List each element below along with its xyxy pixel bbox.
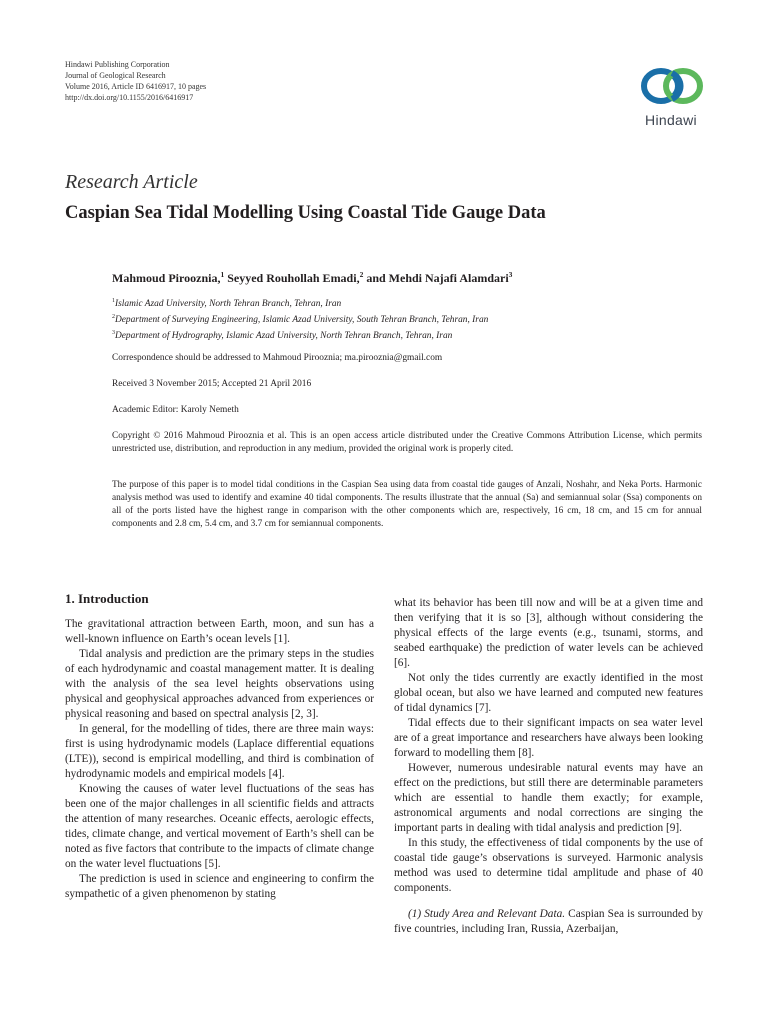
subsection-text: Caspian Sea is surrounded by five countries, including Iran, Russia, Azerbaijan,	[394, 908, 703, 935]
right-column	[394, 596, 703, 937]
subsection-heading: (1) Study Area and Relevant Data.	[408, 908, 566, 920]
hindawi-wordmark: Hindawi	[645, 112, 697, 128]
author-name: Mahmoud Pirooznia,	[112, 271, 221, 285]
paragraph: what its behavior has been till now and will be at a given time and then verifying that it is so [3], although without considering the physical effects of the large events (e.g., tsunami, storms, and seabed earthquake) the prediction of water levels can be achieved [6].	[394, 597, 703, 669]
affiliation-3	[112, 330, 452, 341]
affiliation-text: Department of Surveying Engineering, Islamic Azad University, South Tehran Branch, Tehran, Iran	[115, 315, 489, 326]
affiliation-sup: 3	[112, 330, 115, 336]
affiliation-2	[112, 314, 488, 325]
publisher-name: Hindawi Publishing Corporation	[65, 60, 170, 69]
paragraph: In this study, the effectiveness of tidal components by the use of coastal tide gauge’s observations is surveyed. Harmonic analysis method was used to determine tidal amplitude and phase of 40 components.	[394, 837, 703, 894]
article-title: Caspian Sea Tidal Modelling Using Coastal Tide Gauge Data	[65, 203, 546, 223]
author-sup: 1	[220, 270, 225, 279]
affiliation-sup: 2	[112, 314, 115, 320]
correspondence: Correspondence should be addressed to Mahmoud Pirooznia; ma.pirooznia@gmail.com	[112, 353, 443, 363]
author-sup: 3	[508, 270, 513, 279]
author-name: and Mehdi Najafi Alamdari	[363, 271, 509, 285]
paragraph: Not only the tides currently are exactly identified in the most global ocean, but also we have learned and computed new features of tidal dynamics [7].	[394, 672, 703, 714]
abstract: The purpose of this paper is to model tidal conditions in the Caspian Sea using data from coastal tide gauges of Anzali, Noshahr, and Neka Ports. Harmonic analysis method was used to identify and examine 40 tidal components. The results illustrate that the annual (Sa) and semiannual solar (Ssa) components on all of the ports listed have the highest range in comparison with the other components which are, respectively, 16 cm, 18 cm, and 15 cm for annual components and 2.8 cm, 5.4 cm, and 3.7 cm for semiannual components.	[112, 480, 702, 529]
author-list	[112, 270, 512, 286]
journal-header	[65, 59, 206, 103]
author-sup: 2	[359, 270, 364, 279]
author-name: Seyyed Rouhollah Emadi,	[224, 271, 360, 285]
paragraph: The gravitational attraction between Earth, moon, and sun has a well-known influence on Earth’s ocean levels [1].	[65, 618, 374, 645]
doi-link[interactable]: http://dx.doi.org/10.1155/2016/6416917	[65, 93, 194, 102]
received-dates: Received 3 November 2015; Accepted 21 April 2016	[112, 379, 312, 389]
affiliation-text: Department of Hydrography, Islamic Azad University, North Tehran Branch, Tehran, Iran	[115, 331, 453, 342]
affiliation-sup: 1	[112, 298, 115, 304]
paragraph: However, numerous undesirable natural events may have an effect on the predictions, but still there are determinable parameters which are essential to handle them exactly; for example, astronomical arguments and nodal corrections are singing the important parts in dealing with tidal analysis and prediction [9].	[394, 762, 703, 834]
subsection-paragraph	[394, 907, 703, 937]
affiliation-text: Islamic Azad University, North Tehran Branch, Tehran, Iran	[115, 299, 342, 310]
paragraph: Tidal effects due to their significant impacts on sea water level are of a great importance and researchers have always been looking forward to modelling them [8].	[394, 717, 703, 759]
volume-info: Volume 2016, Article ID 6416917, 10 pages	[65, 82, 207, 91]
paragraph: In general, for the modelling of tides, there are three main ways: first is using hydrodynamic models (Laplace differential equations (LTE)), second is empirical modelling, and third is combination of hydrodynamic models and empirical models [4].	[65, 723, 374, 780]
affiliation-1	[112, 298, 341, 309]
copyright-notice: Copyright © 2016 Mahmoud Pirooznia et al. This is an open access article distributed under the Creative Commons Attribution License, which permits unrestricted use, distribution, and reproduction in any medium, provided the original work is properly cited.	[112, 431, 702, 454]
article-type: Research Article	[65, 171, 198, 193]
paragraph: Knowing the causes of water level fluctuations of the seas has been one of the major challenges in all scientific fields and attracts the attention of many researches. Oceanic effects, aerologic effects, tides, climate change, and vertical movement of Earth’s shell can be noted as five factors that contribute to the impacts of climate change on the water level fluctuations [5].	[65, 783, 374, 870]
paragraph: Tidal analysis and prediction are the primary steps in the studies of each hydrodynamic and coastal management matter. It is dealing with the analysis of the sea level heights observations using physical and geophysical approaches advanced from experiences or physical reasoning and based on spectral analysis [2, 3].	[65, 648, 374, 720]
journal-name: Journal of Geological Research	[65, 71, 166, 80]
left-column	[65, 617, 374, 902]
academic-editor: Academic Editor: Karoly Nemeth	[112, 405, 239, 415]
paragraph: The prediction is used in science and engineering to confirm the sympathetic of a given phenomenon by stating	[65, 873, 374, 900]
section-heading: 1. Introduction	[65, 591, 149, 606]
